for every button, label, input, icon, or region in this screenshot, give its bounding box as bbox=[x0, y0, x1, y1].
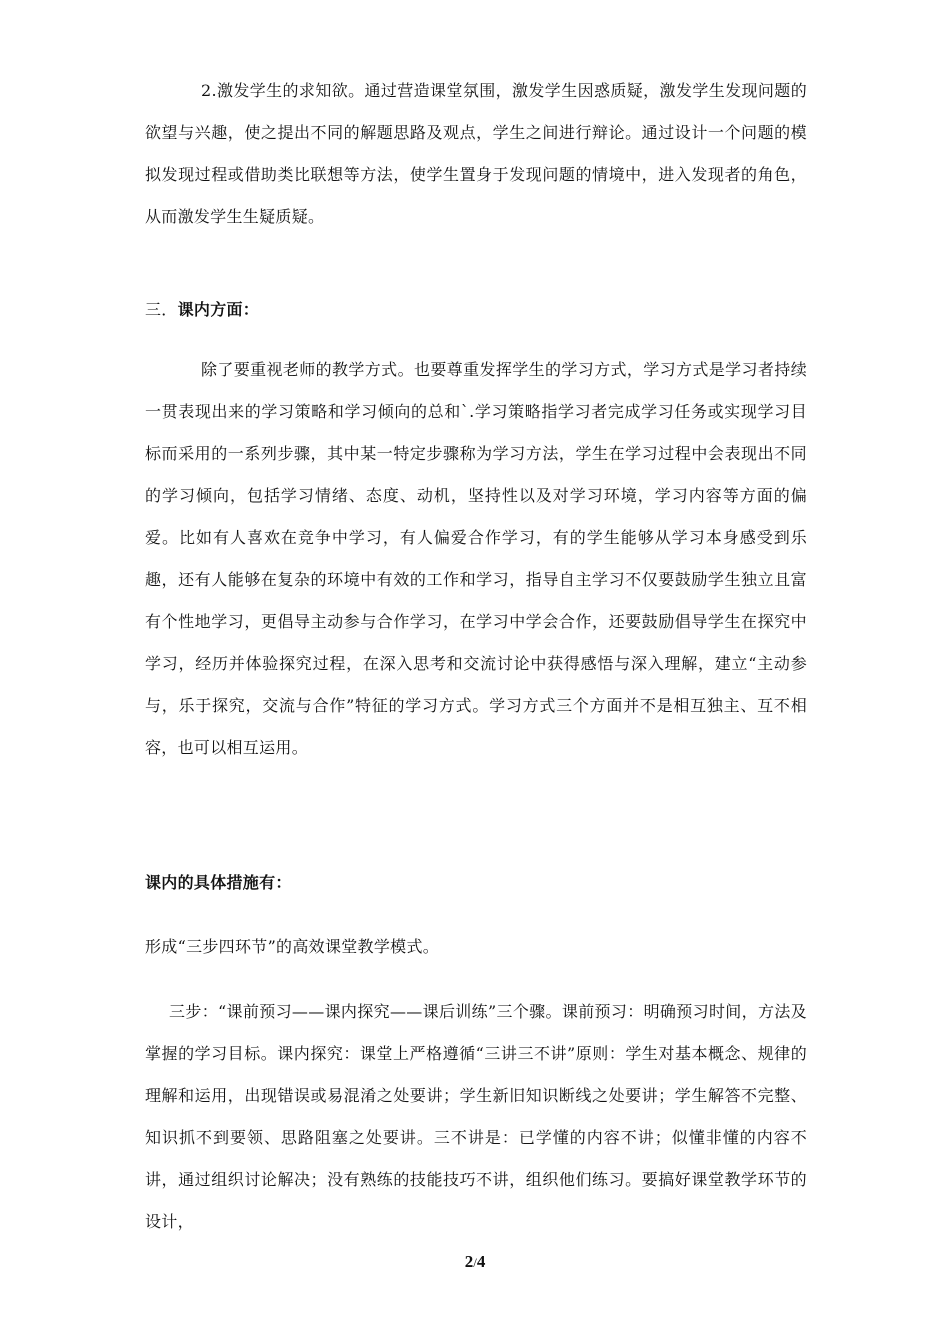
page-number-total: 4 bbox=[476, 1252, 486, 1271]
page-number-current: 2 bbox=[464, 1252, 474, 1271]
paragraph-motivation: 2.激发学生的求知欲。通过营造课堂氛围，激发学生因惑质疑，激发学生发现问题的欲望与兴趣，使之提出不同的解题思路及观点，学生之间进行辩论。通过设计一个问题的模拟发现过程或借助类比联想等方法，使学生置身于发现问题的情境中，进入发现者的角色，从而激发学生生疑质疑。 bbox=[145, 81, 807, 226]
paragraph-teaching-model: 形成“三步四环节”的高效课堂教学模式。 bbox=[145, 937, 440, 956]
subheading-measures: 课内的具体措施有： bbox=[145, 873, 292, 892]
section-heading-text: 课内方面： bbox=[177, 300, 260, 319]
paragraph-learning-style: 除了要重视老师的教学方式。也要尊重发挥学生的学习方式，学习方式是学习者持续一贯表现出来的学习策略和学习倾向的总和`.学习策略指学习者完成学习任务或实现学习目标而采用的一系列步骤，其中某一特定步骤称为学习方法，学生在学习过程中会表现出不同的学习倾向，包括学习情绪、态度、动机，坚持性以及对学习环境，学习内容等方面的偏爱。比如有人喜欢在竞争中学习，有人偏爱合作学习，有的学生能够从学习本身感受到乐趣，还有人能够在复杂的环境中有效的工作和学习，指导自主学习不仅要鼓励学生独立且富有个性地学习，更倡导主动参与合作学习，在学习中学会合作，还要鼓励倡导学生在探究中学习，经历并体验探究过程，在深入思考和交流讨论中获得感悟与深入理解，建立“主动参与，乐于探究，交流与合作”特征的学习方式。学习方式三个方面并不是相互独主、互不相容，也可以相互运用。 bbox=[145, 360, 807, 757]
page-number bbox=[0, 1250, 950, 1275]
paragraph-three-steps: 三步：“课前预习——课内探究——课后训练”三个骤。课前预习：明确预习时间，方法及掌握的学习目标。课内探究：课堂上严格遵循“三讲三不讲”原则：学生对基本概念、规律的理解和运用，出现错误或易混淆之处要讲；学生新旧知识断线之处要讲；学生解答不完整、知识抓不到要领、思路阻塞之处要讲。三不讲是：已学懂的内容不讲；似懂非懂的内容不讲，通过组织讨论解决；没有熟练的技能技巧不讲，组织他们练习。要搞好课堂教学环节的设计， bbox=[145, 1002, 807, 1231]
section-heading-classroom bbox=[145, 289, 807, 331]
page-number-separator: / bbox=[473, 1255, 477, 1270]
section-heading-number: 三． bbox=[145, 300, 178, 319]
